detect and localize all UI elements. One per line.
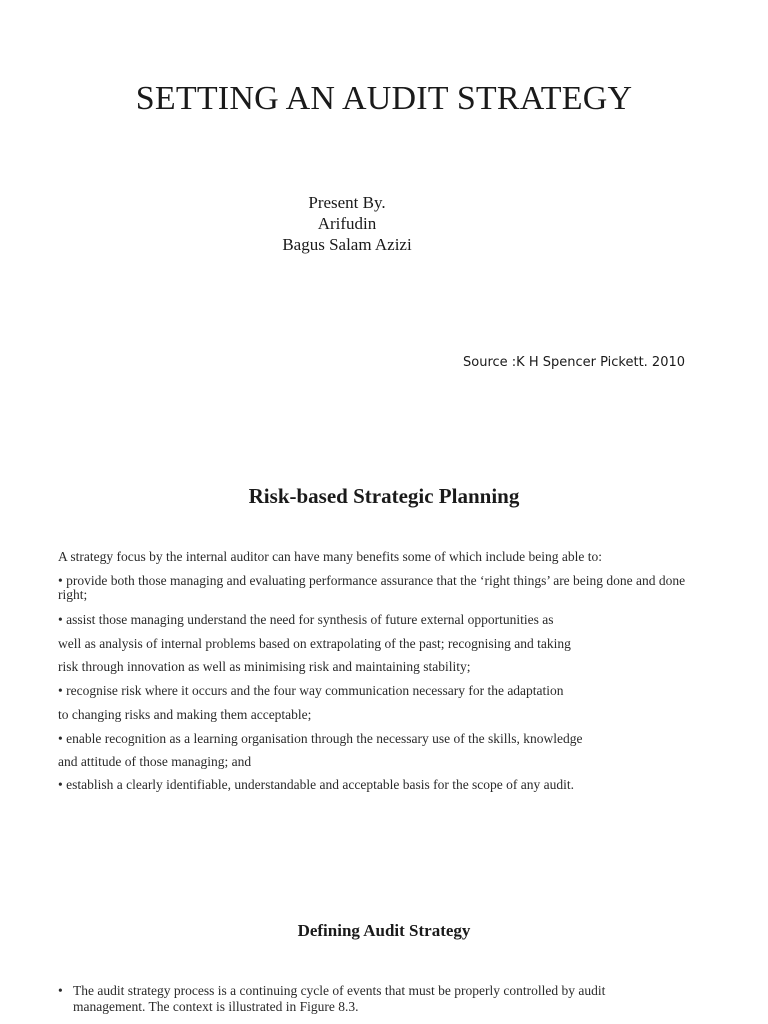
presenters-block [240,192,454,255]
source-citation: Source :K H Spencer Pickett. 2010 [463,355,686,370]
paragraph-line: to changing risks and making them acceptable; [58,707,312,722]
section-heading-risk-based-planning: Risk-based Strategic Planning [248,484,520,508]
presenter-name-1: Arifudin [317,214,377,233]
paragraph-line: • recognise risk where it occurs and the four way communication necessary for the adaptation [58,683,564,698]
presenter-name-2: Bagus Salam Azizi [282,235,412,254]
paragraph-line: • assist those managing understand the need for synthesis of future external opportunities as [58,612,554,627]
presenters-label: Present By. [308,193,386,212]
paragraph-line: well as analysis of internal problems based on extrapolating of the past; recognising and taking [58,636,571,651]
paragraph-line: • enable recognition as a learning organisation through the necessary use of the skills, knowledge [58,731,583,746]
paragraph-line: • provide both those managing and evaluating performance assurance that the ‘right things’ are being done and done right; [58,573,686,602]
paragraph-line: A strategy focus by the internal auditor can have many benefits some of which include being able to: [58,549,602,564]
list-item-text: The audit strategy process is a continuing cycle of events that must be properly controlled by audit management. The context is illustrated in Figure 8.3. [73,983,606,1014]
paragraph-line: • establish a clearly identifiable, understandable and acceptable basis for the scope of any audit. [58,777,575,792]
section-heading-defining-audit-strategy: Defining Audit Strategy [297,921,471,940]
paragraph-line: risk through innovation as well as minimising risk and maintaining stability; [58,659,471,674]
paragraph-line: and attitude of those managing; and [58,754,252,769]
bullet-marker: • [58,983,63,998]
document-title: SETTING AN AUDIT STRATEGY [135,80,633,117]
